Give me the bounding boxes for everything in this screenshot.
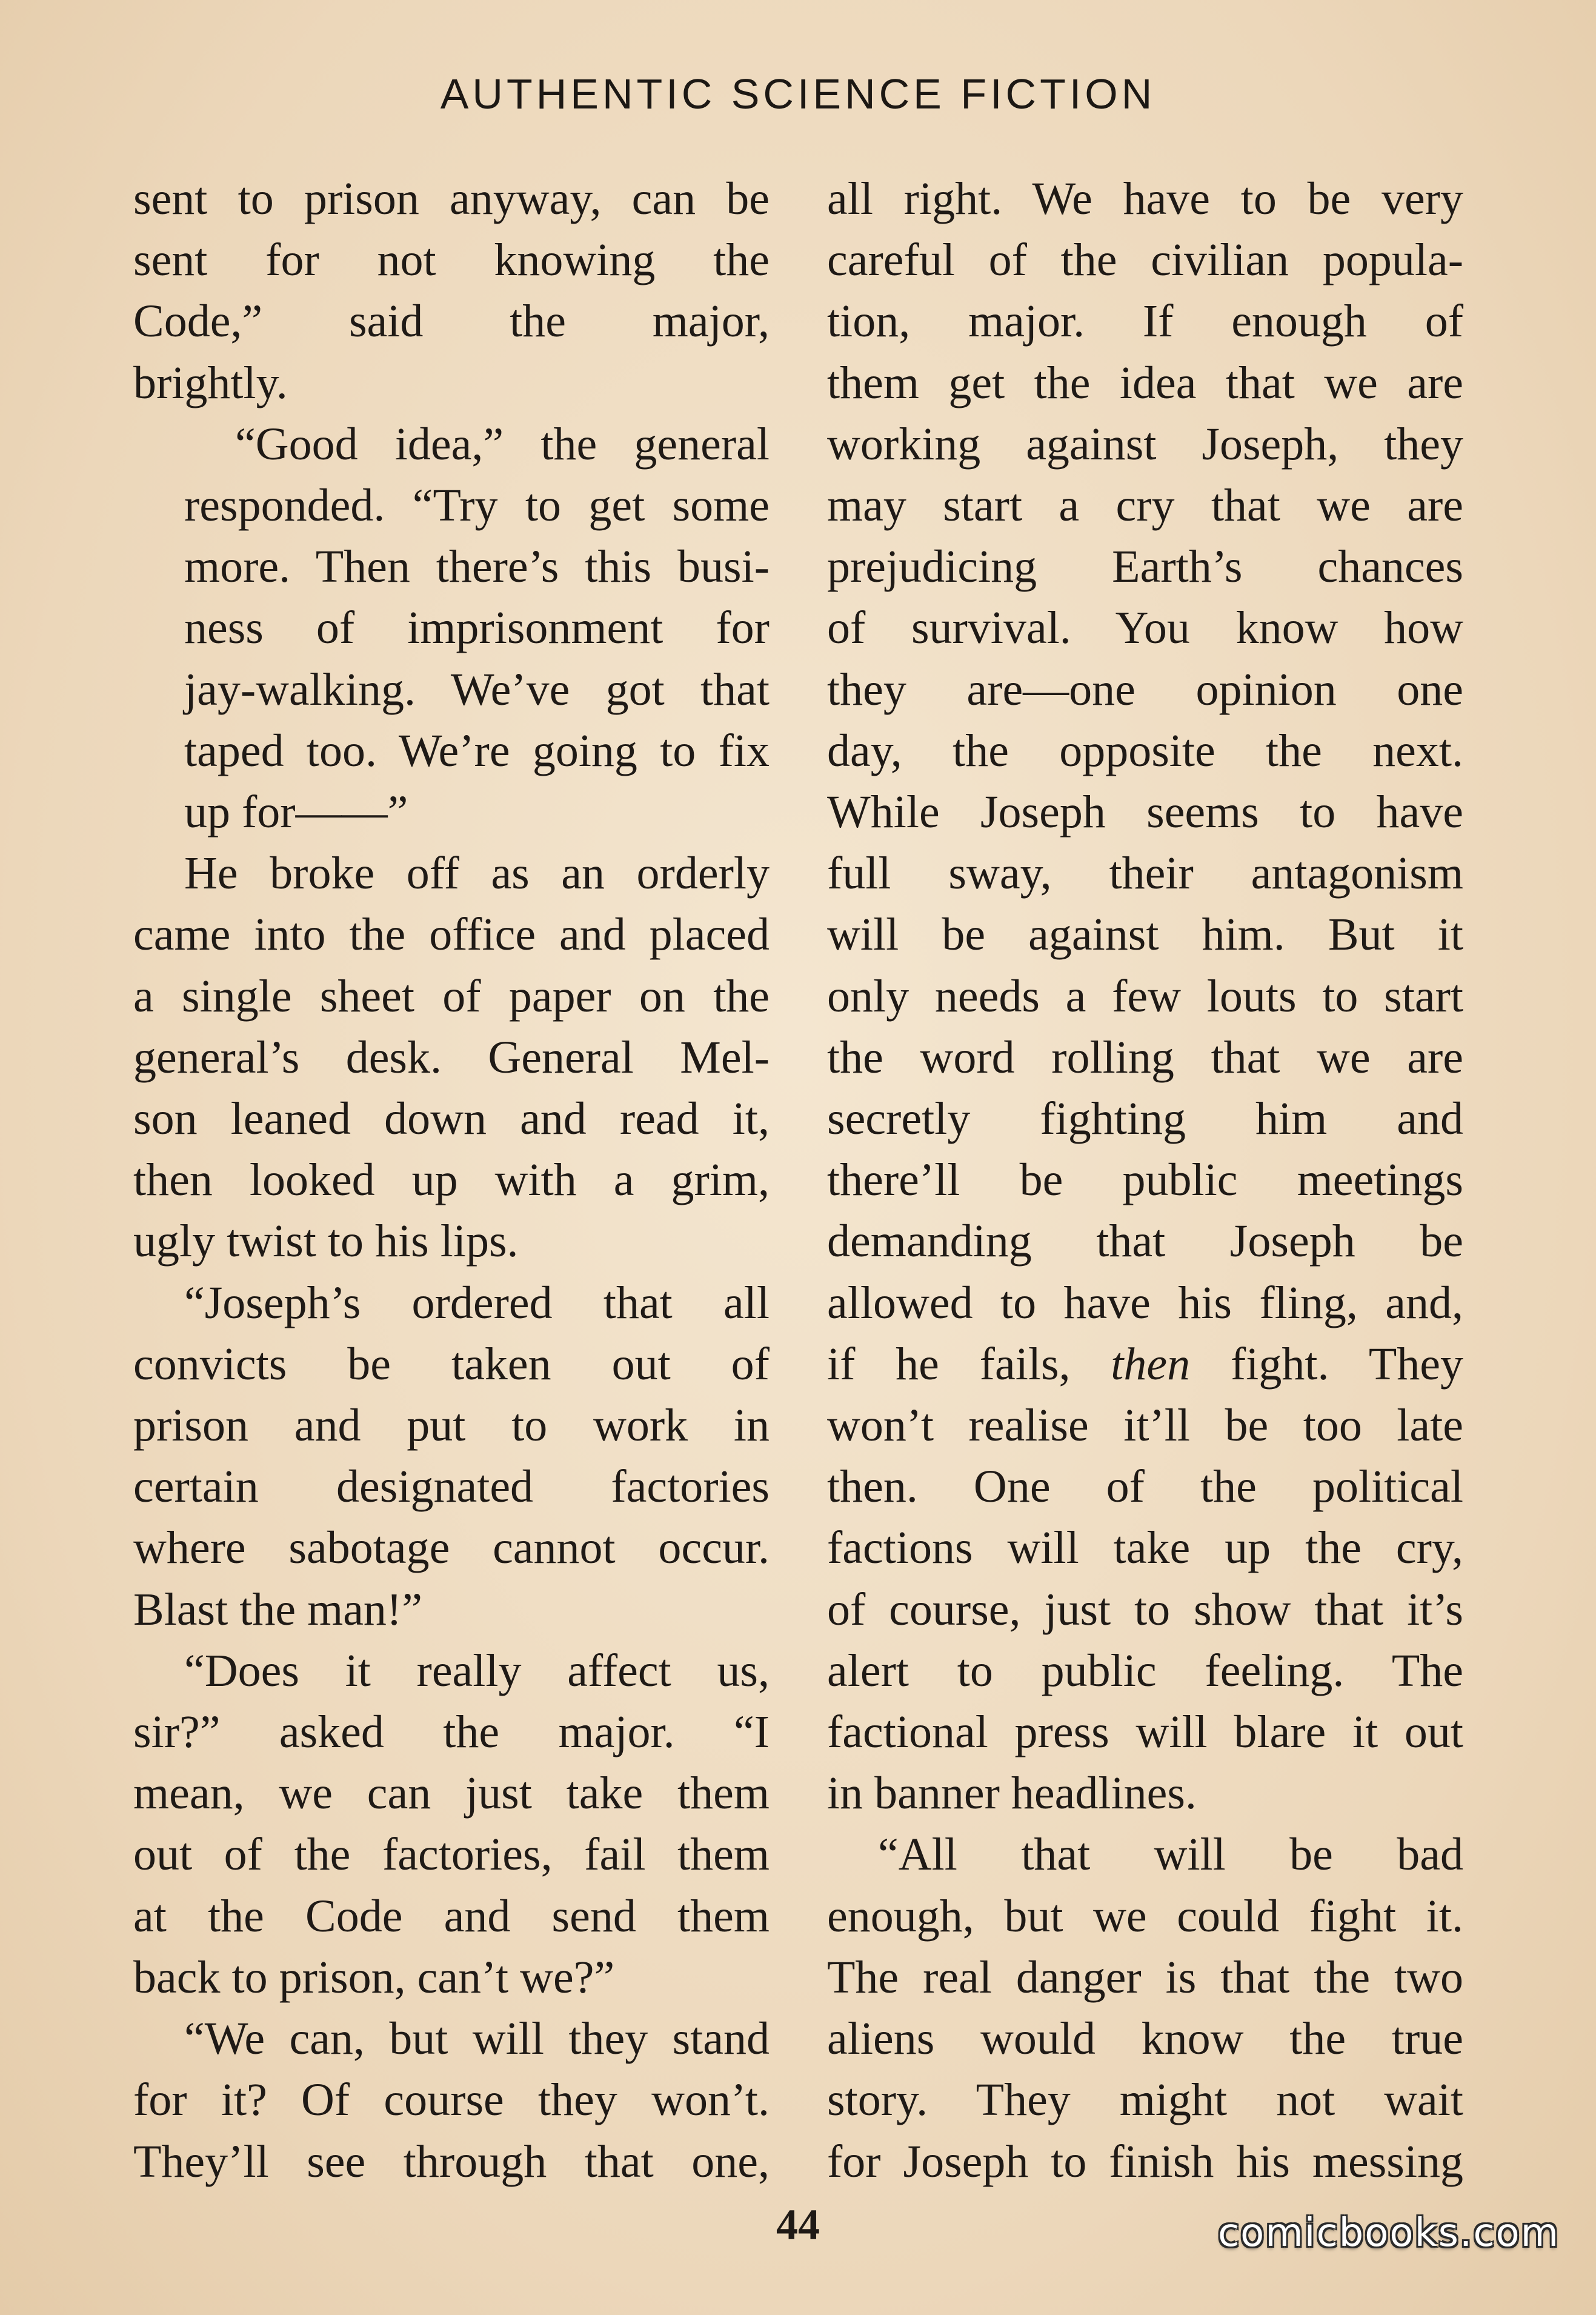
- paragraph: [133, 843, 770, 1272]
- text-line: responded. “Try to get some: [184, 480, 770, 531]
- text-line: of survival. You know how: [827, 602, 1463, 654]
- text-line: secretly fighting him and: [827, 1093, 1463, 1145]
- text-line: sir?” asked the major. “I: [133, 1707, 770, 1758]
- text-line: out of the factories, fail them: [133, 1829, 770, 1880]
- text-line: of course, just to show that it’s: [827, 1584, 1463, 1635]
- text-line: certain designated factories: [133, 1461, 770, 1513]
- text-line: Code,” said the major,: [133, 296, 770, 347]
- text-line: brightly.: [133, 357, 288, 408]
- text-line: all right. We have to be very: [827, 173, 1463, 224]
- page-number: 44: [776, 2200, 820, 2249]
- text-line: full sway, their antagonism: [827, 848, 1463, 899]
- text-line: The real danger is that the two: [827, 1951, 1463, 2003]
- text-line: sent for not knowing the: [133, 235, 770, 286]
- text-line: there’ll be public meetings: [827, 1154, 1463, 1206]
- text-line: Blast the man!”: [133, 1584, 422, 1635]
- text-line: “Does it really affect us,: [184, 1645, 770, 1696]
- text-line: if he fails, then fight. They: [827, 1338, 1463, 1390]
- right-column: [827, 168, 1463, 2193]
- watermark-logo: comicbooks.com: [1217, 2211, 1560, 2256]
- text-line: where sabotage cannot occur.: [133, 1522, 770, 1574]
- text-line: only needs a few louts to start: [827, 970, 1463, 1022]
- text-line: aliens would know the true: [827, 2013, 1463, 2065]
- text-line: day, the opposite the next.: [827, 725, 1463, 776]
- text-line: in banner headlines.: [827, 1768, 1197, 1819]
- text-line: the word rolling that we are: [827, 1031, 1463, 1083]
- text-line: allowed to have his fling, and,: [827, 1277, 1463, 1328]
- text-line: general’s desk. General Mel-: [133, 1031, 770, 1083]
- text-line: ugly twist to his lips.: [133, 1216, 519, 1267]
- paragraph: [827, 168, 1463, 1824]
- text-line: working against Joseph, they: [827, 418, 1463, 470]
- text-line: jay-walking. We’ve got that: [184, 664, 770, 715]
- text-line: then. One of the political: [827, 1461, 1463, 1513]
- text-line: at the Code and send them: [133, 1890, 770, 1942]
- text-line: a single sheet of paper on the: [133, 970, 770, 1022]
- text-line: more. Then there’s this busi-: [184, 541, 770, 593]
- text-line: alert to public feeling. The: [827, 1645, 1463, 1696]
- text-line: prison and put to work in: [133, 1400, 770, 1451]
- text-line: sent to prison anyway, can be: [133, 173, 770, 224]
- text-line: While Joseph seems to have: [827, 787, 1463, 838]
- running-header: AUTHENTIC SCIENCE FICTION: [440, 70, 1156, 118]
- text-line: they are—one opinion one: [827, 664, 1463, 715]
- text-line: prejudicing Earth’s chances: [827, 541, 1463, 593]
- text-line: careful of the civilian popula-: [827, 235, 1463, 286]
- text-line: He broke off as an orderly: [184, 848, 770, 899]
- text-line: story. They might not wait: [827, 2074, 1463, 2126]
- paragraph: [133, 168, 770, 414]
- text-line: may start a cry that we are: [827, 480, 1463, 531]
- left-column: [133, 168, 770, 2193]
- paragraph: [827, 1824, 1463, 2192]
- text-line: tion, major. If enough of: [827, 296, 1463, 347]
- text-line: back to prison, can’t we?”: [133, 1951, 615, 2003]
- text-line: them get the idea that we are: [827, 357, 1463, 408]
- paragraph: [133, 414, 770, 843]
- text-line: taped too. We’re going to fix: [184, 725, 770, 776]
- text-line: factions will take up the cry,: [827, 1522, 1463, 1574]
- paragraph: [133, 2008, 770, 2193]
- text-line: ness of imprisonment for: [184, 602, 770, 654]
- text-line: convicts be taken out of: [133, 1338, 770, 1390]
- text-line: came into the office and placed: [133, 909, 770, 961]
- text-line: mean, we can just take them: [133, 1768, 770, 1819]
- text-line: son leaned down and read it,: [133, 1093, 770, 1145]
- text-line: “We can, but will they stand: [184, 2013, 770, 2065]
- text-line: will be against him. But it: [827, 909, 1463, 961]
- text-line: up for——”: [184, 787, 408, 838]
- paragraph: [133, 1640, 770, 2008]
- text-line: enough, but we could fight it.: [827, 1890, 1463, 1942]
- text-line: for it? Of course they won’t.: [133, 2074, 770, 2126]
- text-line: for Joseph to finish his messing: [827, 2136, 1463, 2187]
- text-line: demanding that Joseph be: [827, 1216, 1463, 1267]
- text-line: “Joseph’s ordered that all: [184, 1277, 770, 1328]
- text-line: They’ll see through that one,: [133, 2136, 770, 2187]
- text-line: won’t realise it’ll be too late: [827, 1400, 1463, 1451]
- emphasis: then: [1111, 1338, 1191, 1390]
- text-line: “All that will be bad: [878, 1829, 1463, 1880]
- text-line: factional press will blare it out: [827, 1707, 1463, 1758]
- text-line: then looked up with a grim,: [133, 1154, 770, 1206]
- paragraph: [133, 1273, 770, 1640]
- text-line: “Good idea,” the general: [235, 418, 770, 470]
